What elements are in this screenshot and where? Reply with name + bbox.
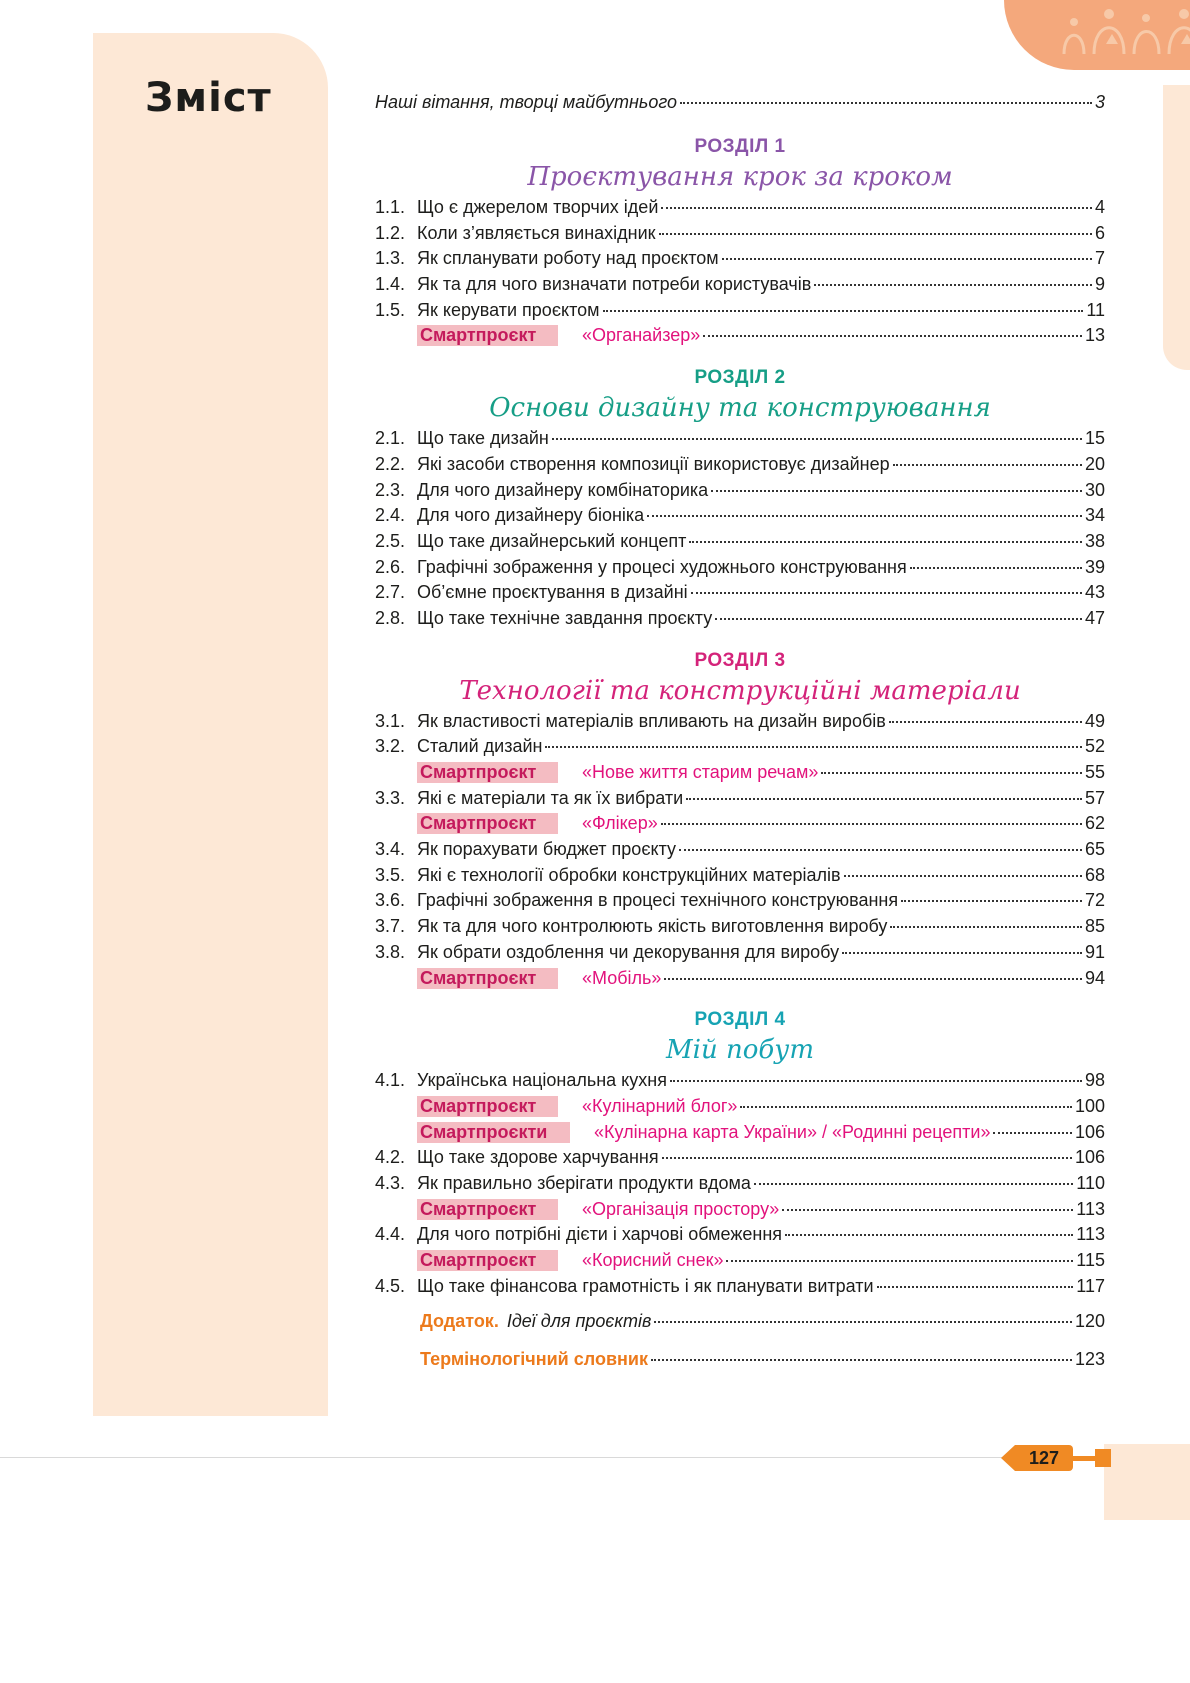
toc-entry-title: Об’ємне проєктування в дизайні bbox=[417, 582, 688, 603]
toc-entry-title: Наші вітання, творці майбутнього bbox=[375, 92, 678, 112]
toc-entry-page: 15 bbox=[1084, 428, 1105, 449]
toc-entry-row[interactable] bbox=[375, 865, 1105, 891]
corner-ornament bbox=[1004, 0, 1190, 70]
toc-entry-title: Графічні зображення в процесі технічного конструювання bbox=[417, 890, 899, 911]
toc-smartproject-row[interactable] bbox=[375, 325, 1105, 351]
toc-entry-row[interactable] bbox=[375, 428, 1105, 454]
dot-leader bbox=[910, 567, 1082, 569]
toc-entry-row[interactable] bbox=[375, 1276, 1105, 1302]
toc-entry-row[interactable] bbox=[375, 274, 1105, 300]
toc-entry-page: 68 bbox=[1084, 864, 1105, 885]
toc-entry-page: 11 bbox=[1086, 299, 1105, 320]
table-of-contents bbox=[375, 92, 1105, 1387]
toc-entry-row[interactable] bbox=[375, 736, 1105, 762]
dot-leader bbox=[647, 515, 1082, 517]
glossary-label: Термінологічний словник bbox=[420, 1349, 648, 1370]
dot-leader bbox=[703, 335, 1082, 337]
toc-entry-row[interactable] bbox=[375, 1070, 1105, 1096]
dot-leader bbox=[679, 849, 1082, 851]
toc-entry-number: 3.5. bbox=[375, 864, 406, 885]
toc-entry-page: 98 bbox=[1084, 1070, 1105, 1091]
toc-entry-page: 106 bbox=[1074, 1121, 1105, 1142]
footer-decor-block bbox=[1104, 1444, 1190, 1520]
toc-entry-page: 43 bbox=[1084, 582, 1105, 603]
badge-dash bbox=[1073, 1456, 1095, 1461]
dot-leader bbox=[889, 721, 1082, 723]
toc-entry-title: Графічні зображення у процесі художнього конструювання bbox=[417, 556, 907, 577]
toc-entry-page: 47 bbox=[1084, 607, 1105, 628]
toc-smartproject-row[interactable] bbox=[375, 762, 1105, 788]
toc-smartproject-row[interactable] bbox=[375, 1096, 1105, 1122]
dot-leader bbox=[901, 900, 1082, 902]
dot-leader bbox=[661, 207, 1092, 209]
toc-entry-title: Що таке фінансова грамотність і як планувати витрати bbox=[417, 1275, 874, 1296]
toc-entry-page: 39 bbox=[1084, 556, 1105, 577]
toc-entry-page: 52 bbox=[1084, 736, 1105, 757]
toc-entry-page: 13 bbox=[1084, 325, 1105, 346]
dot-leader bbox=[691, 592, 1082, 594]
toc-entry-page: 113 bbox=[1076, 1224, 1105, 1245]
toc-entry-page: 72 bbox=[1084, 890, 1105, 911]
toc-entry-title: Як спланувати роботу над проєктом bbox=[417, 248, 719, 269]
toc-smartproject-row[interactable] bbox=[375, 968, 1105, 994]
dot-leader bbox=[814, 284, 1092, 286]
toc-entry-row[interactable] bbox=[375, 582, 1105, 608]
toc-entry-page: 4 bbox=[1094, 197, 1105, 217]
appendix-title: Ідеї для проєктів bbox=[506, 1311, 652, 1332]
toc-entry-page: 91 bbox=[1084, 941, 1105, 962]
smartproject-title: «Нове життя старим речам» bbox=[582, 762, 819, 782]
toc-entry-number: 1.4. bbox=[375, 274, 406, 295]
dot-leader bbox=[842, 952, 1082, 954]
appendix-page: 120 bbox=[1074, 1311, 1105, 1332]
toc-entry-title: Як та для чого визначати потреби користувачів bbox=[417, 274, 812, 295]
toc-entry-page: 113 bbox=[1076, 1198, 1105, 1219]
toc-entry-row[interactable] bbox=[375, 608, 1105, 634]
toc-entry-row[interactable] bbox=[375, 248, 1105, 274]
toc-entry-row[interactable] bbox=[375, 1173, 1105, 1199]
toc-entry-page: 94 bbox=[1084, 967, 1105, 988]
toc-entry-number: 2.7. bbox=[375, 582, 406, 603]
toc-entry-row[interactable] bbox=[375, 1147, 1105, 1173]
toc-entry-row[interactable] bbox=[375, 454, 1105, 480]
section-title: Проєктування крок за кроком bbox=[527, 162, 953, 192]
toc-entry-title: Що є джерелом творчих ідей bbox=[417, 197, 659, 217]
right-edge-tab bbox=[1163, 85, 1190, 370]
section-title: Основи дизайну та конструювання bbox=[489, 393, 991, 424]
toc-entry-row[interactable] bbox=[375, 711, 1105, 737]
dot-leader bbox=[711, 490, 1082, 492]
toc-entry-title: Які є матеріали та як їх вибрати bbox=[417, 787, 684, 808]
smartproject-title: «Флікер» bbox=[582, 813, 658, 834]
toc-sections bbox=[375, 134, 1105, 1301]
glossary-page: 123 bbox=[1074, 1349, 1105, 1370]
smartproject-label: Смартпроєкт bbox=[417, 1250, 558, 1271]
toc-entry-number: 2.8. bbox=[375, 607, 406, 628]
toc-entry-title: Як керувати проєктом bbox=[417, 299, 600, 320]
toc-entry-title: Що таке здорове харчування bbox=[417, 1147, 659, 1168]
section-label: РОЗДІЛ 4 bbox=[694, 1009, 786, 1031]
dot-leader bbox=[877, 1286, 1074, 1288]
toc-entry-page: 20 bbox=[1084, 453, 1105, 474]
toc-entry-title: Що таке дизайн bbox=[417, 428, 549, 449]
dot-leader bbox=[844, 875, 1082, 877]
dot-leader bbox=[659, 233, 1092, 235]
toc-entry-row[interactable] bbox=[375, 531, 1105, 557]
dot-leader bbox=[890, 926, 1082, 928]
toc-entry-number: 1.2. bbox=[375, 222, 406, 243]
toc-entry-row[interactable] bbox=[375, 223, 1105, 249]
toc-entry-number: 4.1. bbox=[375, 1070, 406, 1091]
toc-smartproject-row[interactable] bbox=[375, 813, 1105, 839]
toc-entry-page: 85 bbox=[1084, 916, 1105, 937]
toc-entry-page: 57 bbox=[1084, 787, 1105, 808]
toc-entry-number: 3.3. bbox=[375, 787, 406, 808]
toc-entry-row[interactable] bbox=[375, 300, 1105, 326]
toc-entry-page: 7 bbox=[1094, 248, 1105, 269]
toc-entry-title: Що таке технічне завдання проєкту bbox=[417, 607, 713, 628]
dot-leader bbox=[662, 1157, 1072, 1159]
toc-entry-title: Як властивості матеріалів впливають на дизайн виробів bbox=[417, 710, 886, 731]
smartproject-title: «Кулінарний блог» bbox=[582, 1095, 738, 1116]
footer-divider bbox=[0, 1457, 1110, 1458]
smartproject-label: Смартпроєкт bbox=[417, 325, 558, 346]
smartproject-label: Смартпроєкт bbox=[417, 1199, 558, 1220]
toc-entry-number: 3.2. bbox=[375, 736, 406, 757]
toc-entry-row[interactable] bbox=[375, 505, 1105, 531]
toc-appendix-row[interactable] bbox=[420, 1311, 1105, 1349]
toc-entry-title: Які засоби створення композиції використовує дизайнер bbox=[417, 453, 890, 474]
toc-intro-row[interactable] bbox=[375, 92, 1105, 120]
toc-entry-page: 49 bbox=[1084, 710, 1105, 731]
toc-smartproject-row[interactable] bbox=[375, 1199, 1105, 1225]
toc-entry-title: Як порахувати бюджет проєкту bbox=[417, 839, 677, 860]
toc-entry-number: 3.4. bbox=[375, 839, 406, 860]
toc-entry-page: 34 bbox=[1084, 505, 1105, 526]
section-label: РОЗДІЛ 3 bbox=[694, 649, 786, 671]
dot-leader bbox=[893, 464, 1082, 466]
toc-entry-number: 2.1. bbox=[375, 428, 406, 449]
toc-entry-number: 4.4. bbox=[375, 1224, 406, 1245]
toc-smartproject-row[interactable] bbox=[375, 1250, 1105, 1276]
dot-leader bbox=[664, 978, 1082, 980]
dot-leader bbox=[782, 1209, 1073, 1211]
toc-entry-row[interactable] bbox=[375, 1224, 1105, 1250]
toc-entry-number: 4.3. bbox=[375, 1172, 406, 1193]
toc-entry-number: 2.3. bbox=[375, 479, 406, 500]
dot-leader bbox=[726, 1260, 1073, 1262]
toc-entry-number: 4.2. bbox=[375, 1147, 406, 1168]
page-number-badge: 127 bbox=[1015, 1445, 1073, 1471]
dot-leader bbox=[603, 310, 1084, 312]
toc-entry-title: Що таке дизайнерський концепт bbox=[417, 530, 687, 551]
toc-entry-number: 1.5. bbox=[375, 299, 406, 320]
smartproject-title: «Кулінарна карта України» / «Родинні рецепти» bbox=[594, 1121, 991, 1142]
toc-entry-page: 110 bbox=[1076, 1172, 1105, 1193]
toc-entry-number: 2.4. bbox=[375, 505, 406, 526]
dot-leader bbox=[686, 798, 1082, 800]
toc-entry-title: Коли з’являється винахідник bbox=[417, 222, 656, 243]
toc-entry-page: 117 bbox=[1076, 1275, 1105, 1296]
toc-entry-row[interactable] bbox=[375, 197, 1105, 223]
smartproject-label: Смартпроєкт bbox=[417, 1096, 558, 1117]
dot-leader bbox=[740, 1106, 1072, 1108]
smartproject-title: «Мобіль» bbox=[582, 967, 662, 988]
toc-entry-number: 1.3. bbox=[375, 248, 406, 269]
toc-entry-title: Для чого потрібні дієти і харчові обмеження bbox=[417, 1224, 783, 1245]
toc-entry-page: 9 bbox=[1094, 274, 1105, 295]
smartproject-title: «Організація простору» bbox=[582, 1198, 780, 1219]
dot-leader bbox=[651, 1359, 1072, 1361]
page-title: Зміст bbox=[145, 75, 272, 121]
toc-entry-page: 65 bbox=[1084, 839, 1105, 860]
toc-entry-row[interactable] bbox=[375, 839, 1105, 865]
toc-entry-title: Українська національна кухня bbox=[417, 1070, 667, 1091]
smartproject-label: Смартпроєкт bbox=[417, 968, 558, 989]
dot-leader bbox=[689, 541, 1082, 543]
toc-entry-number: 3.1. bbox=[375, 710, 406, 731]
toc-entry-number: 2.2. bbox=[375, 453, 406, 474]
left-decor-panel bbox=[93, 33, 328, 1416]
dot-leader bbox=[715, 618, 1082, 620]
smartproject-label: Смартпроєкти bbox=[417, 1122, 570, 1143]
appendix-label: Додаток. bbox=[420, 1311, 499, 1332]
toc-entry-page: 62 bbox=[1084, 813, 1105, 834]
toc-entry-number: 1.1. bbox=[375, 197, 406, 217]
smartproject-title: «Органайзер» bbox=[582, 325, 701, 346]
toc-entry-row[interactable] bbox=[375, 480, 1105, 506]
toc-entry-title: Сталий дизайн bbox=[417, 736, 543, 757]
section-label: РОЗДІЛ 1 bbox=[694, 136, 786, 157]
toc-entry-row[interactable] bbox=[375, 942, 1105, 968]
dot-leader bbox=[552, 438, 1082, 440]
toc-entry-number: 3.7. bbox=[375, 916, 406, 937]
smartproject-label: Смартпроєкт bbox=[417, 762, 558, 783]
toc-entry-number: 3.6. bbox=[375, 890, 406, 911]
dot-leader bbox=[545, 746, 1081, 748]
toc-entry-title: Для чого дизайнеру біоніка bbox=[417, 505, 645, 526]
smartproject-label: Смартпроєкт bbox=[417, 813, 558, 834]
toc-entry-title: Які є технології обробки конструкційних матеріалів bbox=[417, 864, 841, 885]
badge-square bbox=[1095, 1449, 1111, 1467]
toc-entry-number: 2.6. bbox=[375, 556, 406, 577]
toc-entry-page: 6 bbox=[1094, 222, 1105, 243]
dot-leader bbox=[654, 1321, 1072, 1323]
section-label: РОЗДІЛ 2 bbox=[694, 367, 786, 389]
folk-pattern-icon bbox=[1054, 4, 1190, 64]
toc-entry-row[interactable] bbox=[375, 890, 1105, 916]
dot-leader bbox=[754, 1183, 1073, 1185]
toc-entry-page: 100 bbox=[1074, 1095, 1105, 1116]
dot-leader bbox=[680, 102, 1092, 104]
toc-entry-row[interactable] bbox=[375, 557, 1105, 583]
toc-entry-title: Для чого дизайнеру комбінаторика bbox=[417, 479, 709, 500]
toc-entry-number: 4.5. bbox=[375, 1275, 406, 1296]
dot-leader bbox=[821, 772, 1082, 774]
smartproject-title: «Корисний снек» bbox=[582, 1250, 724, 1270]
toc-entry-page: 38 bbox=[1084, 530, 1105, 551]
toc-smartproject-row[interactable] bbox=[375, 1122, 1105, 1148]
toc-entry-page: 55 bbox=[1084, 762, 1105, 782]
dot-leader bbox=[661, 823, 1082, 825]
dot-leader bbox=[722, 258, 1092, 260]
toc-entry-page: 115 bbox=[1076, 1250, 1105, 1270]
toc-entry-number: 3.8. bbox=[375, 941, 406, 962]
dot-leader bbox=[993, 1132, 1071, 1134]
toc-entry-title: Як та для чого контролюють якість виготовлення виробу bbox=[417, 916, 888, 937]
spacer bbox=[375, 1301, 1105, 1311]
dot-leader bbox=[785, 1234, 1073, 1236]
dot-leader bbox=[670, 1080, 1082, 1082]
toc-glossary-row[interactable] bbox=[420, 1349, 1105, 1387]
toc-entry-title: Як обрати оздоблення чи декорування для виробу bbox=[417, 941, 840, 962]
toc-entry-row[interactable] bbox=[375, 916, 1105, 942]
toc-entry-page: 106 bbox=[1074, 1147, 1105, 1168]
toc-entry-title: Як правильно зберігати продукти вдома bbox=[417, 1172, 751, 1193]
toc-entry-page: 3 bbox=[1094, 92, 1105, 112]
toc-entry-number: 2.5. bbox=[375, 530, 406, 551]
section-title: Технології та конструкційні матеріали bbox=[459, 675, 1021, 706]
toc-entry-page: 30 bbox=[1084, 479, 1105, 500]
section-title: Мій побут bbox=[666, 1035, 814, 1066]
toc-entry-row[interactable] bbox=[375, 788, 1105, 814]
